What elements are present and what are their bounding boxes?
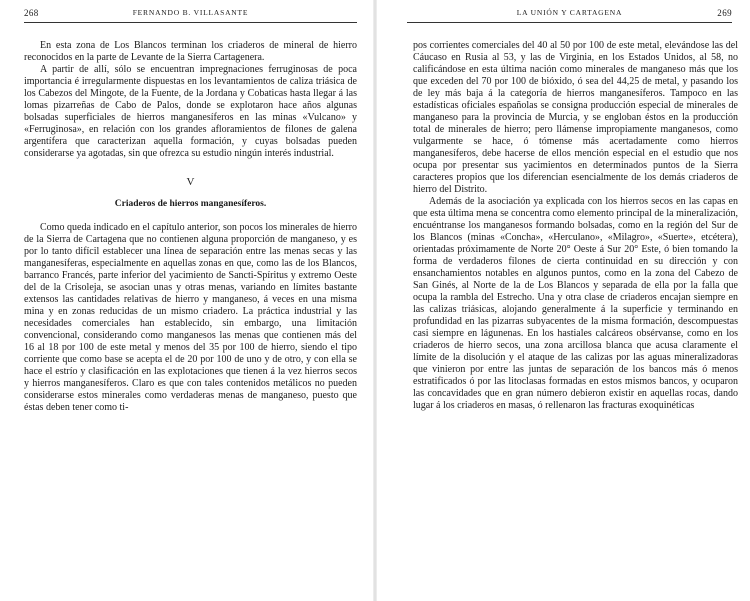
left-page-header: [24, 8, 357, 22]
left-header-rule: [24, 22, 357, 23]
left-paragraph-1: En esta zona de Los Blancos terminan los criaderos de mineral de hierro reconocidos en la parte de Levante de la Sierra Cartagenera.: [24, 40, 357, 63]
left-running-head: FERNANDO B. VILLASANTE: [132, 8, 249, 17]
left-page-number: 268: [24, 8, 39, 18]
right-page-number: 269: [717, 8, 732, 18]
right-page-header: [407, 8, 732, 22]
left-page-body: [24, 40, 357, 414]
right-header-rule: [407, 22, 732, 23]
right-paragraph-1: pos corrientes comerciales del 40 al 50 por 100 de este metal, elevándose las del Cáucaso en Rusia al 53, y las de Virginia, en los Estados Unidos, al 58, no calificándose en esta última nación como minerales de manganeso más que los que exceden del 70 por 100 de bióxido, ó sea del 44,25 de metal, y pasando los de ley más baja á la categoría de hierros manganesíferos. Tampoco en las estadísticas oficiales españolas se consigna producción especial de minerales de manganeso para la provincia de Murcia, y se engloban éstos en la producción total de minerales de hierro; pero llámense impropiamente manganesos, como vulgarmente se hace, ó tómense más acertadamente como hierros manganesíferos, debe hacerse de ellos mención especial en el estudio que nos ocupa por presentar sus yacimientos en determinados puntos de la Sierra caracteres propios que los diferencian esencialmente de los demás criaderos de hierro del Distrito.: [413, 40, 738, 195]
chapter-number: V: [186, 176, 195, 188]
right-page: [375, 0, 750, 601]
left-paragraph-2: A partir de allí, sólo se encuentran impregnaciones ferruginosas de poca importancia é irregularmente dispuestas en los levantamientos de caliza triásica de los Cabezos del Mingote, de la Fuente, de la Jordana y Cobaticas hasta llegar á las lomas pizarreñas de Cabo de Palos, donde se explotaron hace años algunas bolsadas superficiales de hierros manganesíferos en las minas «Vulcano» y «Ferruginosa», en relación con los grandes afloramientos de filones de galena argentífera que caracterizan aquella formación, y cuyas bolsadas pueden considerarse ya agotadas, sin que ofrezca su estudio ningún interés industrial.: [24, 64, 357, 159]
left-paragraph-3: Como queda indicado en el capítulo anterior, son pocos los minerales de hierro de la Sierra de Cartagena que no contienen alguna proporción de manganeso, y es por lo tanto difícil establecer una línea de separación entre las menas secas y las manganesíferas, especialmente en aquellas zonas en que, como las de los Blancos, barranco Francés, parte inferior del yacimiento de Sancti-Spíritus y extremo Oeste del de la Crisoleja, se asocian unas y otras menas, variando en límites bastante extensos las cantidades relativas de hierro y manganeso, á veces en una misma mina y en zonas reducidas de un mismo criadero. La práctica industrial y las necesidades comerciales han establecido, sin embargo, una limitación convencional, considerando como manganesos las menas que contienen más del 16 al 18 por 100 de este metal y menos del 35 por 100 de hierro, siendo el tipo corriente que como base se acepta el de 20 por 100 de uno y de otro, y con ella se hace el estrío y clasificación en las explotaciones que tienen á la vez hierros secos y hierros manganesíferos. Claro es que con tales contenidos metálicos no pueden considerarse estos minerales como verdaderas menas de manganeso, puesto que éstas deben tener como ti-: [24, 222, 357, 413]
right-paragraph-2: Además de la asociación ya explicada con los hierros secos en las capas en que esta última mena se concentra como elemento principal de la mineralización, encuéntranse los manganesos formando bolsadas, como en la región del Sur de los Blancos (minas «Concha», «Herculano», «Milagro», «Suerte», etcétera), orientadas próximamente de Norte 20° Oeste á Sur 20° Este, ó bien tomando la forma de verdaderos filones de cierta continuidad en su dirección y con ensanchamientos notables en algunos puntos, como en la zona del Cabezo de San Ginés, al Norte de la de Los Blancos y separada de ella por la falla que ocupa la rambla del Estrecho. Una y otra clase de criaderos encajan siempre en las calizas triásicas, alojando generalmente á la superficie y terminando en profundidad en las pizarras subyacentes de la misma formación, descompuestas casi siempre en lágunenas. En los hastiales calcáreos obsérvanse, como en los criaderos de hierro secos, una zona arcillosa blanca que acusa claramente el límite de la disolución y el ataque de las calizas por las aguas mineralizadoras que vinieron por entre las juntas de separación de los bancos más ó menos estratificados ó por las litoclasas formadas en estos mismos bancos, y ocuparon las concavidades que en gran número debieron existir en aquellas rocas, dando lugar á los criaderos en masas, ó rellenaron las fracturas exoquinéticas: [413, 196, 738, 411]
right-running-head: LA UNIÓN Y CARTAGENA: [516, 8, 623, 17]
section-title: Criaderos de hierros manganesíferos.: [114, 199, 267, 209]
right-page-body: [413, 40, 738, 412]
